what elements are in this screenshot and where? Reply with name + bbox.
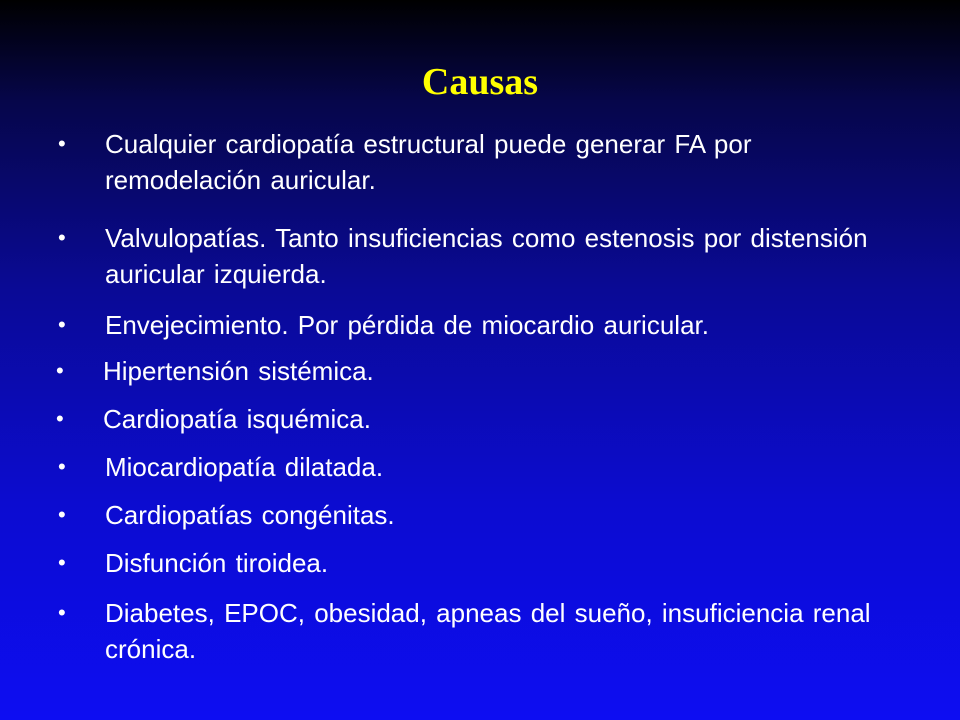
bullet-text: Hipertensión sistémica. <box>103 356 374 386</box>
bullet-dot-icon: • <box>58 131 66 156</box>
bullet-text: Envejecimiento. Por pérdida de miocardio auricular. <box>105 310 709 340</box>
bullet-dot-icon: • <box>58 502 66 527</box>
bullet-dot-icon: • <box>56 406 64 431</box>
bullet-dot-icon: • <box>58 225 66 250</box>
bullet-dot-icon: • <box>56 358 64 383</box>
bullet-dot-icon: • <box>58 600 66 625</box>
bullet-dot-icon: • <box>58 312 66 337</box>
bullet-text: Cualquier cardiopatía estructural puede generar FA por remodelación auricular. <box>105 129 752 195</box>
bullet-text: Valvulopatías. Tanto insuficiencias como estenosis por distensión auricular izquierda. <box>105 223 868 289</box>
bullet-text: Miocardiopatía dilatada. <box>105 452 384 482</box>
bullet-dot-icon: • <box>58 550 66 575</box>
bullet-text: Diabetes, EPOC, obesidad, apneas del sueño, insuficiencia renal crónica. <box>105 598 871 664</box>
bullet-text: Disfunción tiroidea. <box>105 548 329 578</box>
slide-title: Causas <box>421 61 539 103</box>
bullet-text: Cardiopatía isquémica. <box>103 404 371 434</box>
bullet-dot-icon: • <box>58 454 66 479</box>
bullet-text: Cardiopatías congénitas. <box>105 500 395 530</box>
